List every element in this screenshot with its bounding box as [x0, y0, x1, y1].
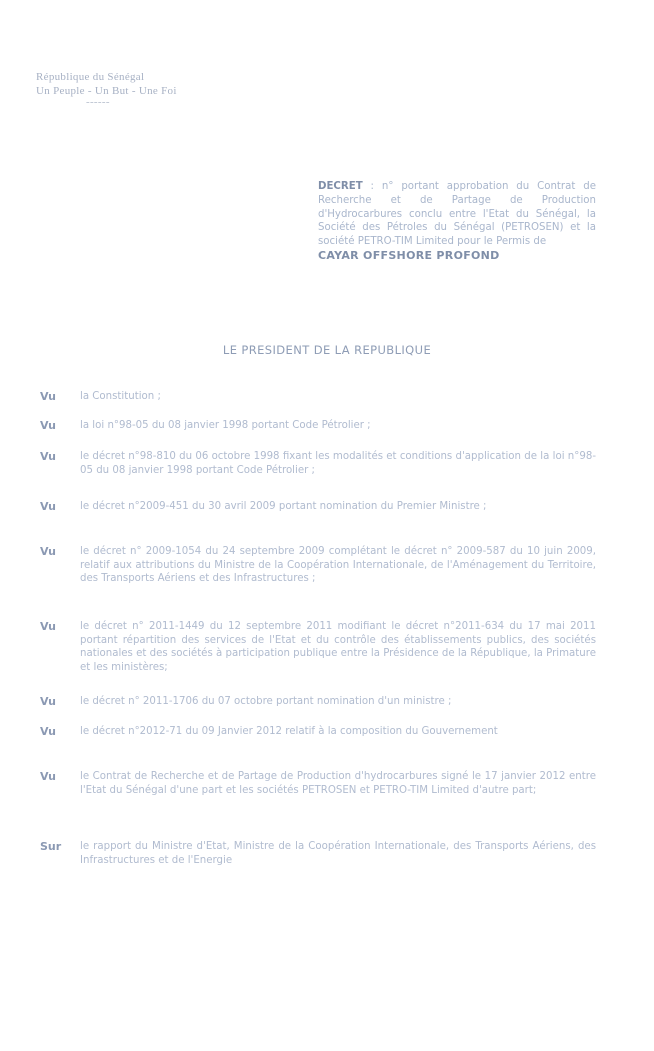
header-country: République du Sénégal — [36, 71, 145, 83]
recital-text: le rapport du Ministre d'Etat, Ministre de la Coopération Internationale, des Transports Aériens, des Infrastructures et de l'Energie — [80, 841, 596, 866]
decree-description: : n° portant approbation du Contrat de Recherche et de Partage de Production d'Hydrocarbures conclu entre l'Etat du Sénégal, la Société des Pétroles du Sénégal (PETROSEN) et la société PETRO-TIM Limited pour le Permis de — [318, 181, 596, 248]
recital-lead: Vu — [40, 620, 56, 633]
decree-heading — [318, 180, 596, 264]
decree-keyword: DECRET — [318, 181, 363, 192]
recital-lead: Sur — [40, 840, 62, 853]
recital-text: le décret n°2012-71 du 09 Janvier 2012 relatif à la composition du Gouvernement — [80, 726, 498, 737]
recital-text: la Constitution ; — [80, 391, 161, 402]
decree-title: CAYAR OFFSHORE PROFOND — [318, 248, 500, 262]
header-divider: ------ — [86, 96, 110, 108]
recital-lead: Vu — [40, 419, 56, 432]
recital-text: le décret n°2009-451 du 30 avril 2009 portant nomination du Premier Ministre ; — [80, 501, 487, 512]
recital-text: le Contrat de Recherche et de Partage de Production d'hydrocarbures signé le 17 janvier 2012 entre l'Etat du Sénégal d'une part et les sociétés PETROSEN et PETRO-TIM Limited d'autre part; — [80, 771, 596, 796]
recital-lead: Vu — [40, 545, 56, 558]
recital-lead: Vu — [40, 500, 56, 513]
header-motto: Un Peuple - Un But - Une Foi — [36, 85, 177, 97]
recital-lead: Vu — [40, 770, 56, 783]
recital-text: le décret n° 2011-1449 du 12 septembre 2011 modifiant le décret n°2011-634 du 17 mai 2011 portant répartition des services de l'Etat et du contrôle des établissements publics, des sociétés nationales et des sociétés à participation publique entre la Présidence de la République, la Primature et les ministères; — [80, 621, 596, 673]
recital-text: le décret n° 2011-1706 du 07 octobre portant nomination d'un ministre ; — [80, 696, 452, 707]
recital-text: le décret n° 2009-1054 du 24 septembre 2009 complétant le décret n° 2009-587 du 10 juin 2009, relatif aux attributions du Ministre de la Coopération Internationale, de l'Aménagement du Territoire, des Transports Aériens et des Infrastructures ; — [80, 546, 596, 585]
recital-text: la loi n°98-05 du 08 janvier 1998 portant Code Pétrolier ; — [80, 420, 371, 431]
republic-header — [36, 70, 177, 106]
recital-lead: Vu — [40, 450, 56, 463]
recital-lead: Vu — [40, 695, 56, 708]
recital-text: le décret n°98-810 du 06 octobre 1998 fixant les modalités et conditions d'application de la loi n°98-05 du 08 janvier 1998 portant Code Pétrolier ; — [80, 451, 596, 476]
president-heading: LE PRESIDENT DE LA REPUBLIQUE — [222, 343, 432, 357]
recital-lead: Vu — [40, 390, 56, 403]
recital-lead: Vu — [40, 725, 56, 738]
